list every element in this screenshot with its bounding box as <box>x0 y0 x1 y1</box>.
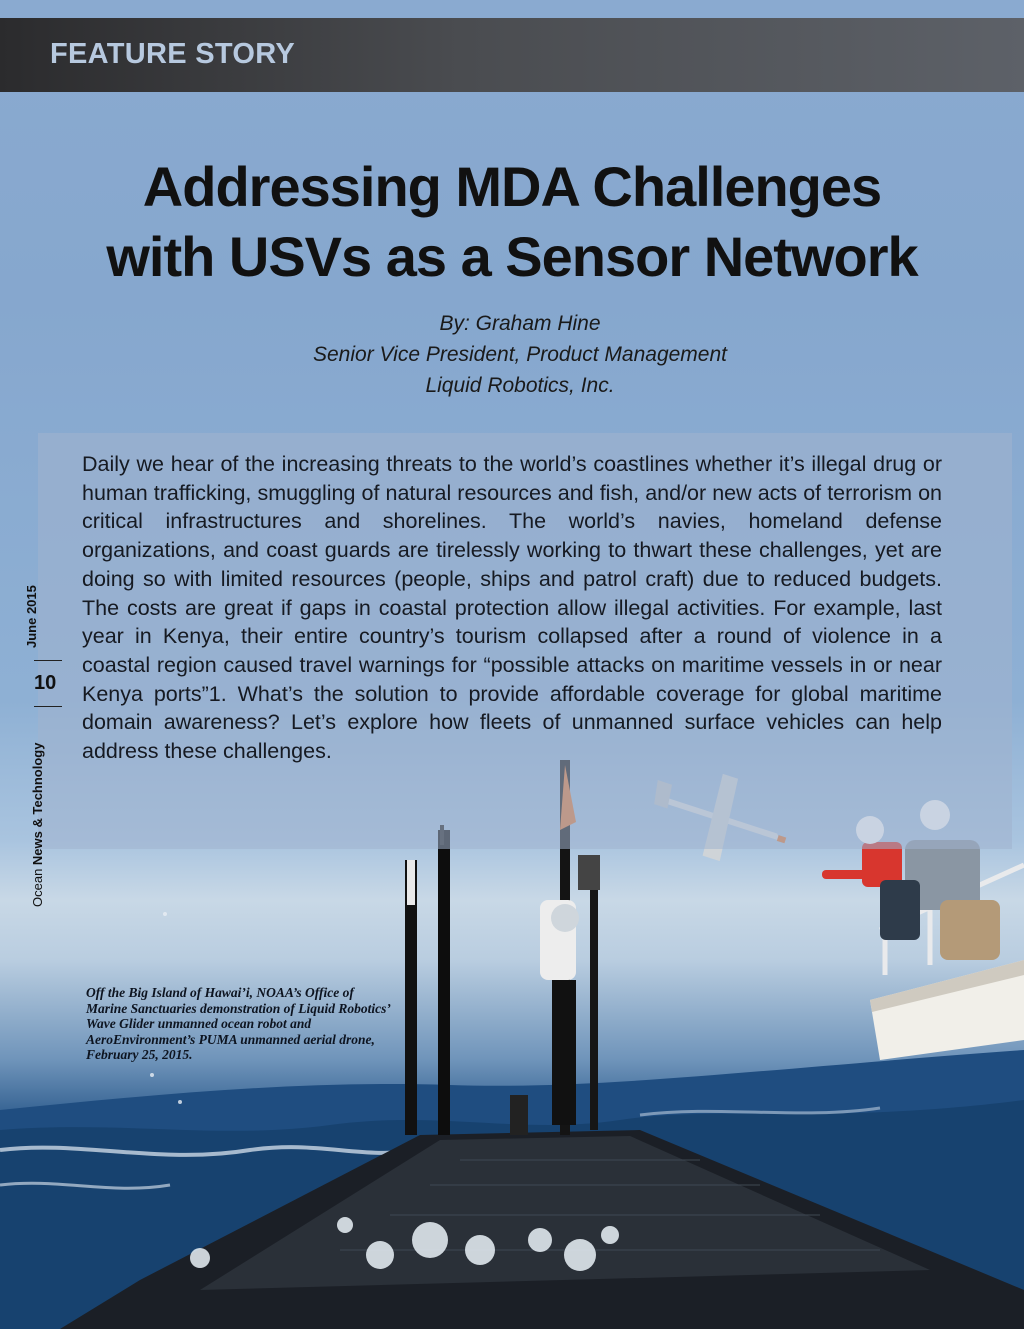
byline-role: Senior Vice President, Product Management <box>312 343 727 366</box>
byline-company: Liquid Robotics, Inc. <box>425 374 615 397</box>
intro-paragraph: Daily we hear of the increasing threats to the world’s coastlines whether it’s illegal drug or human trafficking, smuggling of natural resources and fish, and/or new acts of terrorism on critical infrastructures and shorelines. The world’s navies, homeland defense organizations, and coast guards are tirelessly working to thwart these challenges, yet are doing so with limited resources (people, ships and patrol craft) due to reduced budgets. The costs are great if gaps in coastal protection allow illegal activities. For example, last year in Kenya, their entire country’s tourism collapsed after a round of violence in a coastal region caused travel warnings for “possible attacks on maritime vessels in or near Kenya ports”1. What’s the solution to provide affordable coverage for global maritime domain awareness? Let’s explore how fleets of unmanned surface vehicles can help address these challenges. <box>82 452 942 764</box>
title-line-2: with USVs as a Sensor Network <box>106 225 918 288</box>
title-line-1: Addressing MDA Challenges <box>142 155 882 218</box>
issue-date: June 2015 <box>24 585 39 648</box>
section-header-bar <box>0 18 1024 92</box>
sidebar-divider <box>34 660 62 661</box>
publication-prefix: Ocean <box>30 865 45 907</box>
section-label: FEATURE STORY <box>50 38 296 70</box>
photo-caption: Off the Big Island of Hawai’i, NOAA’s Office of Marine Sanctuaries demonstration of Liquid Robotics’ Wave Glider unmanned ocean robot and AeroEnvironment’s PUMA unmanned aerial drone, February 25, 2015. <box>86 985 390 1062</box>
byline-author: By: Graham Hine <box>439 312 601 335</box>
page-number: 10 <box>34 672 57 694</box>
publication-bold: News & Technology <box>30 742 45 866</box>
publication-name <box>30 722 50 907</box>
byline <box>0 308 1024 401</box>
sidebar-divider <box>34 706 62 707</box>
article-title <box>0 152 1024 292</box>
